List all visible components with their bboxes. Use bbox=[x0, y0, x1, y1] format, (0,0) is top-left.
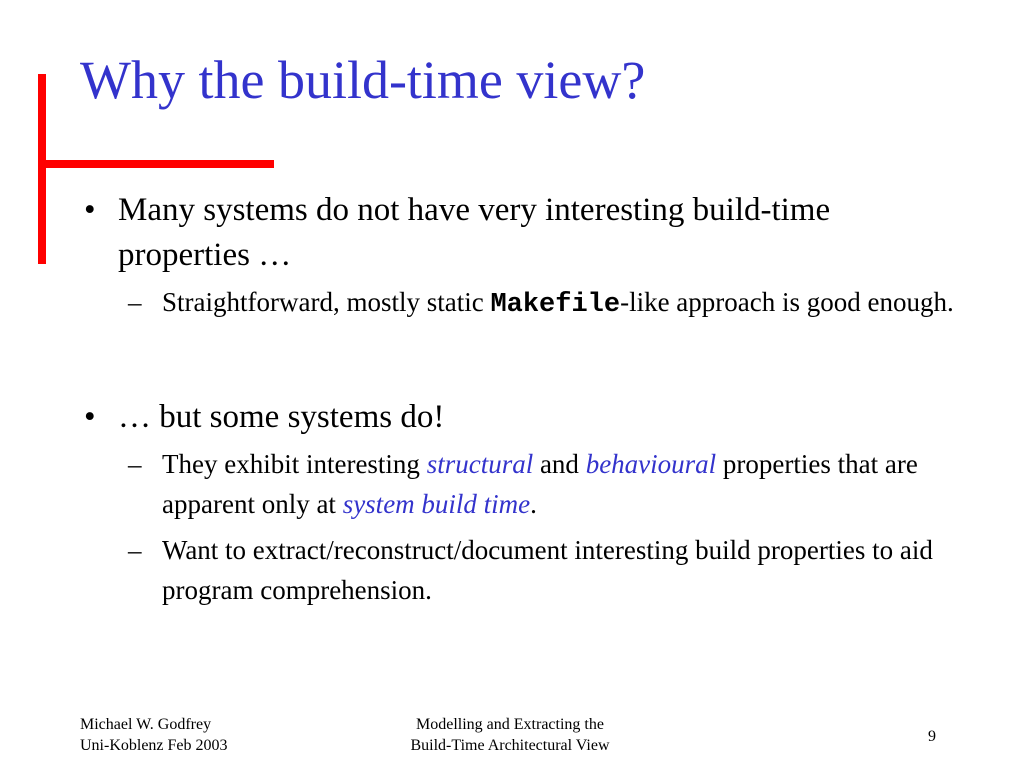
makefile-code: Makefile bbox=[490, 290, 621, 320]
sub-bullet-text-mid2: properties that are apparent only at bbox=[162, 449, 918, 519]
bullet-item bbox=[80, 188, 960, 278]
sub-bullet-text-post: -like approach is good enough. bbox=[620, 287, 954, 317]
bullet-list bbox=[80, 188, 960, 610]
bullet-item bbox=[80, 395, 960, 440]
dash-marker: – bbox=[128, 287, 142, 317]
bullet-text: … but some systems do! bbox=[118, 399, 445, 435]
sub-bullet-text-mid: and bbox=[533, 449, 586, 479]
footer-venue-date: Uni-Koblenz Feb 2003 bbox=[80, 737, 228, 754]
emphasis-structural: structural bbox=[426, 449, 534, 479]
sub-bullet-text-pre: Straightforward, mostly static bbox=[162, 287, 491, 317]
sub-bullet-item bbox=[80, 282, 960, 325]
footer-author bbox=[80, 714, 228, 756]
page-number: 9 bbox=[928, 728, 936, 745]
red-horizontal-bar bbox=[38, 160, 274, 168]
sub-bullet-text-pre: They exhibit interesting bbox=[162, 449, 427, 479]
footer-talk-title bbox=[340, 714, 680, 756]
sub-bullet-text: Want to extract/reconstruct/document interesting build properties to aid program comprehension. bbox=[162, 535, 933, 605]
dash-marker: – bbox=[128, 449, 142, 479]
footer-talk-line1: Modelling and Extracting the bbox=[416, 716, 604, 733]
sub-bullet-item bbox=[80, 444, 960, 524]
slide-title: Why the build-time view? bbox=[80, 50, 646, 110]
footer-author-name: Michael W. Godfrey bbox=[80, 716, 212, 733]
sub-bullet-item bbox=[80, 530, 960, 610]
footer-talk-line2: Build-Time Architectural View bbox=[410, 737, 610, 754]
dash-marker: – bbox=[128, 535, 142, 565]
red-vertical-bar bbox=[38, 74, 46, 264]
bullet-marker: • bbox=[84, 192, 96, 228]
emphasis-system-build-time: system build time bbox=[342, 489, 531, 519]
emphasis-behavioural: behavioural bbox=[585, 449, 717, 479]
bullet-marker: • bbox=[84, 399, 96, 435]
bullet-text: Many systems do not have very interesting build-time properties … bbox=[118, 192, 831, 273]
sub-bullet-text-post: . bbox=[530, 489, 537, 519]
